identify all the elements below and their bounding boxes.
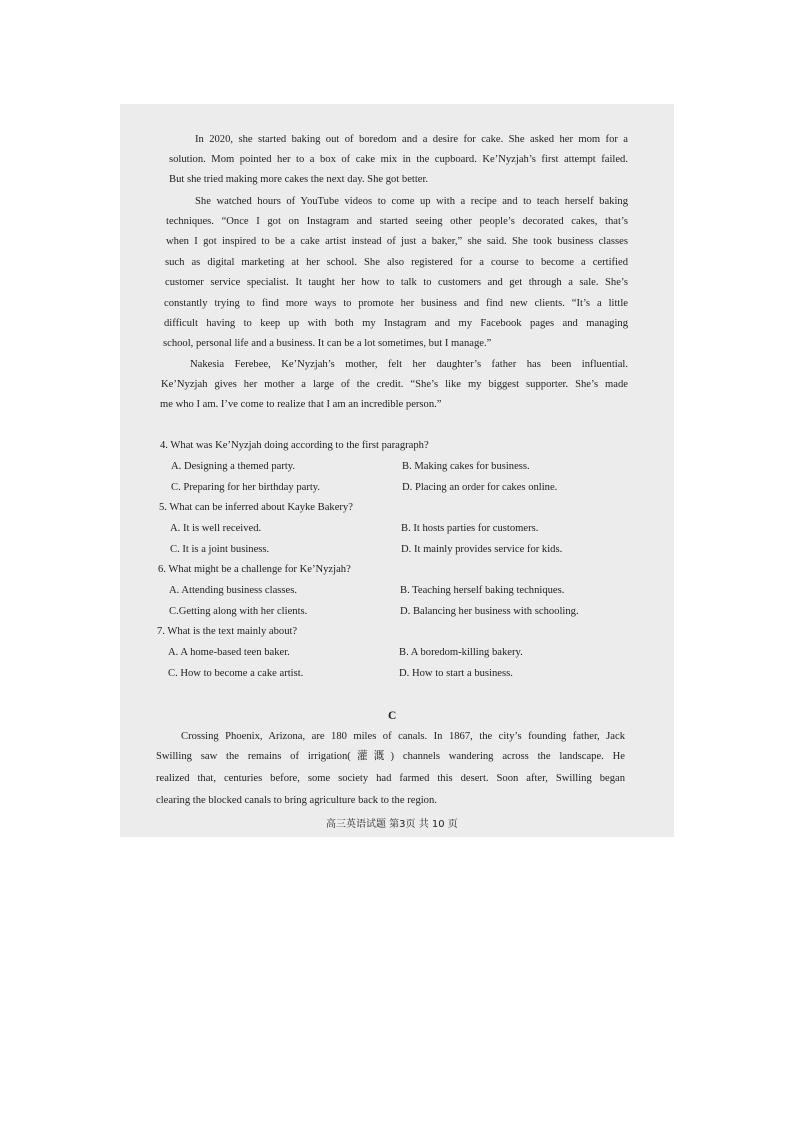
question-stem: 5. What can be inferred about Kayke Bakery? <box>159 502 353 513</box>
scanned-page <box>120 104 674 837</box>
option-b: B. It hosts parties for customers. <box>401 523 539 534</box>
option-c: C.Getting along with her clients. <box>169 606 308 617</box>
option-c: C. How to become a cake artist. <box>168 668 304 679</box>
option-d: D. How to start a business. <box>399 668 513 679</box>
section-label: C <box>388 710 397 722</box>
passage-line: school, personal life and a business. It can be a lot sometimes, but I manage.” <box>163 338 492 349</box>
passage-line: constantly trying to find more ways to promote her business and find new clients. “It’s a little <box>164 298 628 309</box>
option-b: B. Making cakes for business. <box>402 461 530 472</box>
option-d: D. Balancing her business with schooling. <box>400 606 579 617</box>
passage-line: Ke’Nyzjah gives her mother a large of the credit. “She’s like my biggest supporter. She’s made <box>161 379 628 390</box>
option-d: D. Placing an order for cakes online. <box>402 482 558 493</box>
passage-line: difficult having to keep up with both my Instagram and my Facebook pages and managing <box>164 318 628 329</box>
question-stem: 4. What was Ke’Nyzjah doing according to the first paragraph? <box>160 440 429 451</box>
passage-line: me who I am. I’ve come to realize that I am an incredible person.” <box>160 399 442 410</box>
option-a: A. Attending business classes. <box>169 585 297 596</box>
question-stem: 7. What is the text mainly about? <box>157 626 298 637</box>
passage-line: In 2020, she started baking out of boredom and a desire for cake. She asked her mom for a <box>195 134 628 145</box>
passage-line: such as digital marketing at her school. She also registered for a course to become a certified <box>165 257 628 268</box>
passage-line: Swilling saw the remains of irrigation(灌溉) channels wandering across the landscape. He <box>156 751 625 762</box>
passage-line: clearing the blocked canals to bring agriculture back to the region. <box>156 795 437 806</box>
option-a: A. It is well received. <box>170 523 262 534</box>
page-footer: 高三英语试题 第3页 共 10 页 <box>326 819 458 830</box>
passage-line: realized that, centuries before, some society had farmed this desert. Soon after, Swilling began <box>156 773 625 784</box>
option-b: B. A boredom-killing bakery. <box>399 647 523 658</box>
passage-line: when I got inspired to be a cake artist instead of just a baker,” she said. She took business classes <box>166 236 628 247</box>
option-c: C. Preparing for her birthday party. <box>171 482 321 493</box>
option-d: D. It mainly provides service for kids. <box>401 544 563 555</box>
option-a: A. A home-based teen baker. <box>168 647 290 658</box>
passage-line: Crossing Phoenix, Arizona, are 180 miles of canals. In 1867, the city’s founding father, Jack <box>181 731 625 742</box>
passage-line: solution. Mom pointed her to a box of cake mix in the cupboard. Ke’Nyzjah’s first attempt failed. <box>169 154 628 165</box>
passage-line: customer service specialist. It taught her how to talk to customers and get through a sale. She’s <box>165 277 628 288</box>
passage-line: techniques. “Once I got on Instagram and started seeing other people’s decorated cakes, that’s <box>166 216 628 227</box>
option-b: B. Teaching herself baking techniques. <box>400 585 565 596</box>
passage-line: Nakesia Ferebee, Ke’Nyzjah’s mother, felt her daughter’s father has been influential. <box>190 359 628 370</box>
passage-line: She watched hours of YouTube videos to come up with a recipe and to teach herself baking <box>195 196 628 207</box>
option-c: C. It is a joint business. <box>170 544 270 555</box>
passage-line: But she tried making more cakes the next day. She got better. <box>169 174 429 185</box>
option-a: A. Designing a themed party. <box>171 461 296 472</box>
question-stem: 6. What might be a challenge for Ke’Nyzjah? <box>158 564 351 575</box>
